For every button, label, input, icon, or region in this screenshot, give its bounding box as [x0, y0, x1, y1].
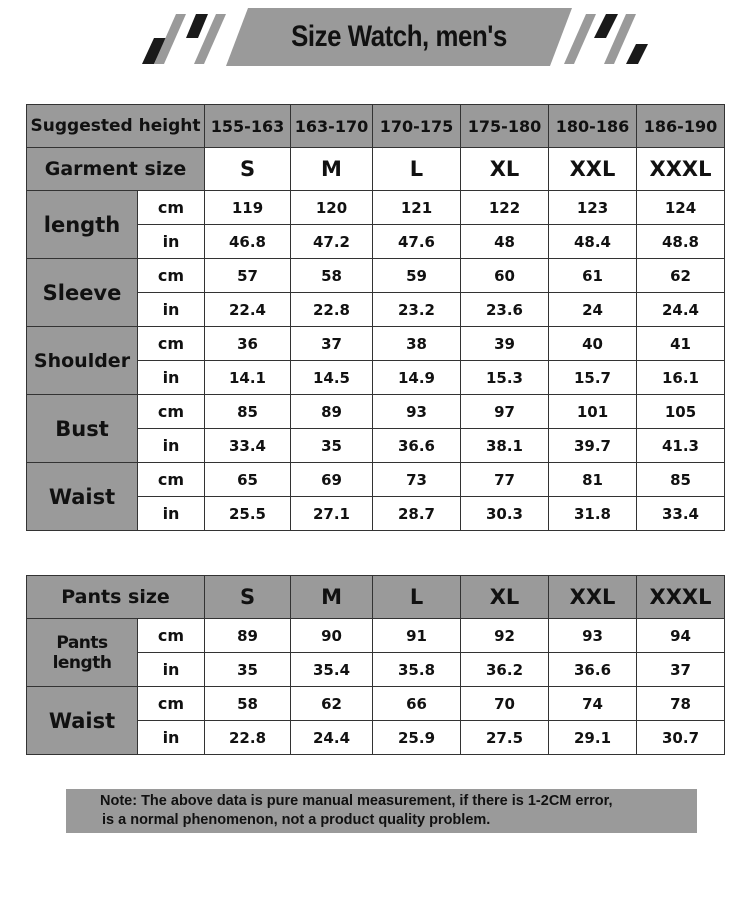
value-cell: 59	[373, 259, 461, 293]
value-cell: 22.8	[291, 293, 373, 327]
note-line-2: is a normal phenomenon, not a product quality problem.	[102, 812, 491, 828]
value-cell: 47.2	[291, 225, 373, 259]
value-cell: 30.3	[461, 497, 549, 531]
size-cell: S	[205, 148, 291, 191]
value-cell: 90	[291, 619, 373, 653]
unit-label: cm	[138, 619, 205, 653]
value-cell: 94	[637, 619, 725, 653]
measurement-category: Bust	[27, 395, 138, 463]
value-cell: 38	[373, 327, 461, 361]
size-cell: XXL	[549, 148, 637, 191]
unit-label: in	[138, 293, 205, 327]
stripe-8	[626, 44, 648, 64]
value-cell: 69	[291, 463, 373, 497]
value-cell: 31.8	[549, 497, 637, 531]
value-cell: 37	[637, 653, 725, 687]
table-row	[27, 259, 725, 293]
suggested-height-label: Suggested height	[27, 105, 205, 148]
value-cell: 16.1	[637, 361, 725, 395]
value-cell: 22.4	[205, 293, 291, 327]
value-cell: 74	[549, 687, 637, 721]
value-cell: 123	[549, 191, 637, 225]
value-cell: 89	[205, 619, 291, 653]
unit-label: cm	[138, 463, 205, 497]
value-cell: 23.6	[461, 293, 549, 327]
unit-label: cm	[138, 259, 205, 293]
table-row	[27, 687, 725, 721]
value-cell: 36.6	[373, 429, 461, 463]
note-line-1: Note: The above data is pure manual measurement, if there is 1-2CM error,	[100, 793, 613, 809]
value-cell: 24	[549, 293, 637, 327]
garment-size-label: Garment size	[27, 148, 205, 191]
pants-size-row	[27, 576, 725, 619]
value-cell: 85	[205, 395, 291, 429]
value-cell: 58	[205, 687, 291, 721]
value-cell: 120	[291, 191, 373, 225]
unit-label: cm	[138, 395, 205, 429]
value-cell: 93	[549, 619, 637, 653]
value-cell: 39	[461, 327, 549, 361]
value-cell: 35	[291, 429, 373, 463]
size-cell: XL	[461, 148, 549, 191]
value-cell: 105	[637, 395, 725, 429]
measurement-category: Pants length	[27, 619, 138, 687]
value-cell: 66	[373, 687, 461, 721]
value-cell: 121	[373, 191, 461, 225]
right-stripes-decoration	[562, 8, 657, 66]
measurement-category: Waist	[27, 687, 138, 755]
unit-label: in	[138, 721, 205, 755]
value-cell: 24.4	[637, 293, 725, 327]
size-cell: M	[291, 148, 373, 191]
size-cell: M	[291, 576, 373, 619]
height-cell: 163-170	[291, 105, 373, 148]
pants-size-table	[26, 575, 725, 755]
value-cell: 35.4	[291, 653, 373, 687]
value-cell: 48.8	[637, 225, 725, 259]
value-cell: 70	[461, 687, 549, 721]
title-area	[0, 0, 750, 70]
stripe-5	[564, 14, 596, 64]
value-cell: 60	[461, 259, 549, 293]
value-cell: 57	[205, 259, 291, 293]
value-cell: 101	[549, 395, 637, 429]
measurement-category: Sleeve	[27, 259, 138, 327]
value-cell: 14.1	[205, 361, 291, 395]
value-cell: 22.8	[205, 721, 291, 755]
value-cell: 47.6	[373, 225, 461, 259]
garment-size-row	[27, 148, 725, 191]
note-box	[66, 789, 697, 833]
value-cell: 91	[373, 619, 461, 653]
value-cell: 27.5	[461, 721, 549, 755]
value-cell: 25.9	[373, 721, 461, 755]
value-cell: 27.1	[291, 497, 373, 531]
size-cell: L	[373, 148, 461, 191]
value-cell: 48	[461, 225, 549, 259]
value-cell: 15.7	[549, 361, 637, 395]
value-cell: 61	[549, 259, 637, 293]
value-cell: 40	[549, 327, 637, 361]
value-cell: 81	[549, 463, 637, 497]
left-stripes-decoration	[140, 8, 235, 66]
value-cell: 62	[637, 259, 725, 293]
value-cell: 85	[637, 463, 725, 497]
value-cell: 77	[461, 463, 549, 497]
stripe-6	[594, 14, 618, 38]
value-cell: 62	[291, 687, 373, 721]
unit-label: in	[138, 653, 205, 687]
value-cell: 89	[291, 395, 373, 429]
height-cell: 155-163	[205, 105, 291, 148]
value-cell: 23.2	[373, 293, 461, 327]
pants-size-label: Pants size	[27, 576, 205, 619]
value-cell: 29.1	[549, 721, 637, 755]
table-row	[27, 395, 725, 429]
height-cell: 186-190	[637, 105, 725, 148]
value-cell: 124	[637, 191, 725, 225]
measurement-category: Shoulder	[27, 327, 138, 395]
value-cell: 39.7	[549, 429, 637, 463]
size-cell: XXXL	[637, 148, 725, 191]
garment-size-table	[26, 104, 725, 531]
value-cell: 46.8	[205, 225, 291, 259]
value-cell: 38.1	[461, 429, 549, 463]
size-cell: S	[205, 576, 291, 619]
page-title: Size Watch, men's	[291, 20, 507, 53]
value-cell: 25.5	[205, 497, 291, 531]
value-cell: 30.7	[637, 721, 725, 755]
value-cell: 92	[461, 619, 549, 653]
value-cell: 15.3	[461, 361, 549, 395]
unit-label: in	[138, 429, 205, 463]
value-cell: 73	[373, 463, 461, 497]
size-cell: XXXL	[637, 576, 725, 619]
value-cell: 35	[205, 653, 291, 687]
value-cell: 36.6	[549, 653, 637, 687]
value-cell: 41.3	[637, 429, 725, 463]
stripe-3	[186, 14, 208, 38]
value-cell: 33.4	[637, 497, 725, 531]
unit-label: cm	[138, 687, 205, 721]
unit-label: in	[138, 497, 205, 531]
value-cell: 58	[291, 259, 373, 293]
size-cell: XL	[461, 576, 549, 619]
value-cell: 35.8	[373, 653, 461, 687]
value-cell: 78	[637, 687, 725, 721]
value-cell: 41	[637, 327, 725, 361]
value-cell: 33.4	[205, 429, 291, 463]
unit-label: in	[138, 361, 205, 395]
value-cell: 93	[373, 395, 461, 429]
value-cell: 24.4	[291, 721, 373, 755]
unit-label: cm	[138, 327, 205, 361]
table-row	[27, 619, 725, 653]
height-cell: 180-186	[549, 105, 637, 148]
size-cell: L	[373, 576, 461, 619]
measurement-category: Waist	[27, 463, 138, 531]
value-cell: 97	[461, 395, 549, 429]
measurement-category: length	[27, 191, 138, 259]
value-cell: 37	[291, 327, 373, 361]
value-cell: 48.4	[549, 225, 637, 259]
value-cell: 119	[205, 191, 291, 225]
value-cell: 122	[461, 191, 549, 225]
value-cell: 14.9	[373, 361, 461, 395]
height-cell: 175-180	[461, 105, 549, 148]
value-cell: 65	[205, 463, 291, 497]
value-cell: 14.5	[291, 361, 373, 395]
value-cell: 36	[205, 327, 291, 361]
table-row	[27, 327, 725, 361]
unit-label: cm	[138, 191, 205, 225]
table-row	[27, 191, 725, 225]
table-row	[27, 463, 725, 497]
height-cell: 170-175	[373, 105, 461, 148]
unit-label: in	[138, 225, 205, 259]
size-cell: XXL	[549, 576, 637, 619]
value-cell: 36.2	[461, 653, 549, 687]
value-cell: 28.7	[373, 497, 461, 531]
height-header-row	[27, 105, 725, 148]
